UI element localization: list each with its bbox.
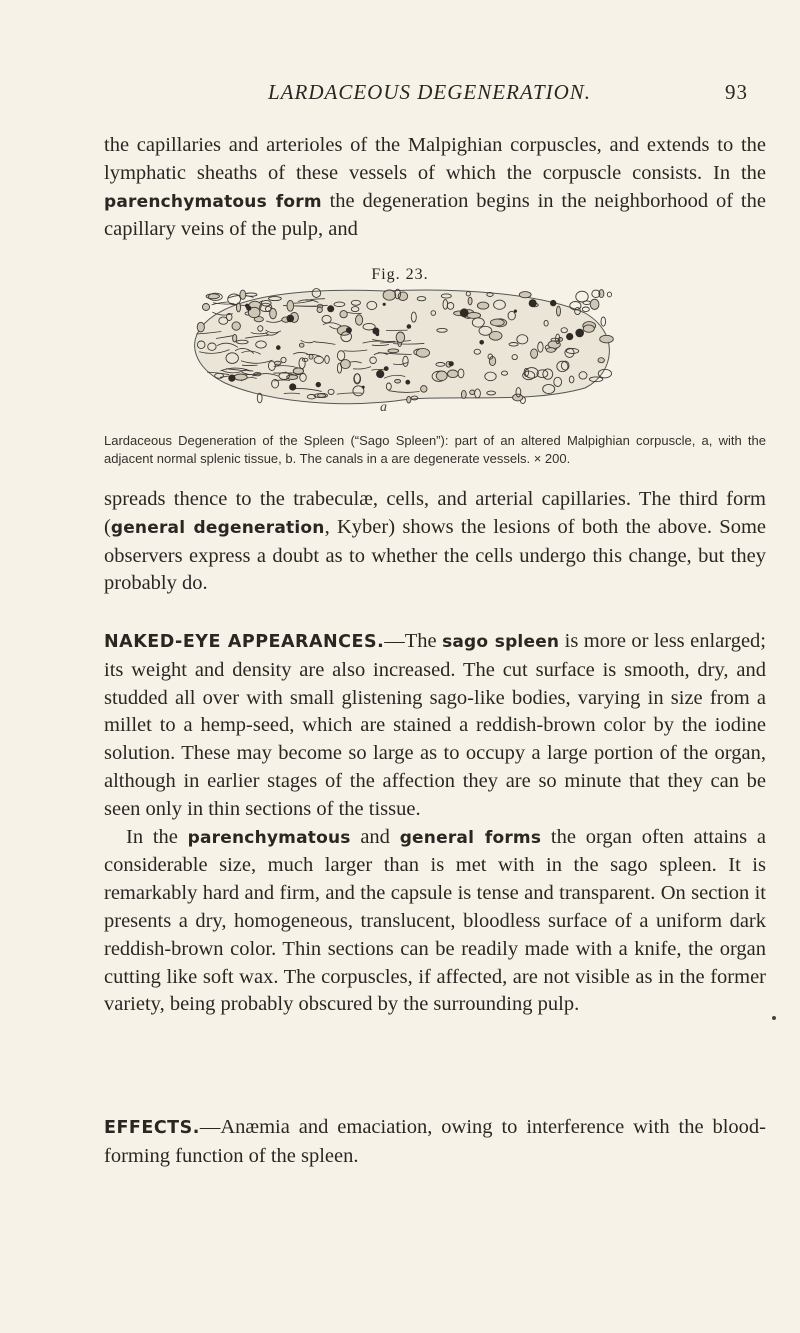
bold-term: general forms [399,827,542,848]
bold-term: parenchymatous form [104,191,322,212]
bold-term: sago spleen [442,632,560,652]
text-run: —Anæmia and emaciation, owing to interference with the blood-forming function of the spleen. [104,1116,766,1167]
paragraph-naked-eye [104,628,766,1019]
figure-caption: Lardaceous Degeneration of the Spleen (“Sago Spleen”): part of an altered Malpighian corpuscle, a, with the adjacent normal splenic tissue, b. The canals in a are degenerate vessels. × 200. [104,433,766,466]
text-run: spreads thence to the trabeculæ, cells, and arterial capillaries. The third form ( [104,488,766,538]
text-run: the degeneration begins in the neighborhood of the capillary veins of the pulp, and [104,189,766,241]
bold-term: general degeneration [110,517,325,538]
paragraph-2 [104,486,766,598]
figure-marker-a: a [380,400,387,413]
text-run: and [350,825,400,848]
figure-label: Fig. 23. [371,266,429,283]
paragraph-1 [104,132,766,244]
section-heading-naked-eye: NAKED-EYE APPEARANCES. [104,632,385,652]
spleen-section-illustration [165,283,635,413]
text-run: the capillaries and arterioles of the Malpighian corpuscles, and extends to the lymphatic sheaths of these vessels of which the corpuscle consists. In the [104,134,766,184]
bold-term: parenchymatous [187,827,351,848]
page-number: 93 [725,80,748,104]
running-header [0,80,800,110]
text-run: the organ often attains a considerable size, much larger than is met with in the sago spleen. It is remarkably hard and firm, and the capsule is tense and transparent. On section it presents a dry, homogeneous, translucent, bloodless surface of a uniform dark reddish-brown color. Thin sections can be readily made with a knife, the organ cutting like soft wax. The corpuscles, if affected, are not visible as in the former variety, being probably obscured by the surrounding pulp. [104,825,766,1016]
paragraph-effects [104,1114,766,1171]
text-run: In the [126,825,188,848]
figure-illustration [165,283,635,413]
running-title: LARDACEOUS DEGENERATION. [268,80,592,104]
margin-dot [772,1016,776,1020]
text-run: —The [384,630,443,652]
text-run: is more or less enlarged; its weight and density are also increased. The cut surface is smooth, dry, and studded all over with small glistening sago-like bodies, varying in size from a millet to a hemp-seed, which are stained a reddish-brown color by the iodine solution. These may become so large as to occupy a large portion of the organ, although in earlier stages of the affection they are so minute that they can be seen only in thin sections of the tissue. [104,630,767,820]
text-run: , Kyber) shows the lesions of both the above. Some observers express a doubt as to whether the cells undergo this change, but they probably do. [104,515,766,595]
section-heading-effects: EFFECTS. [104,1118,200,1138]
